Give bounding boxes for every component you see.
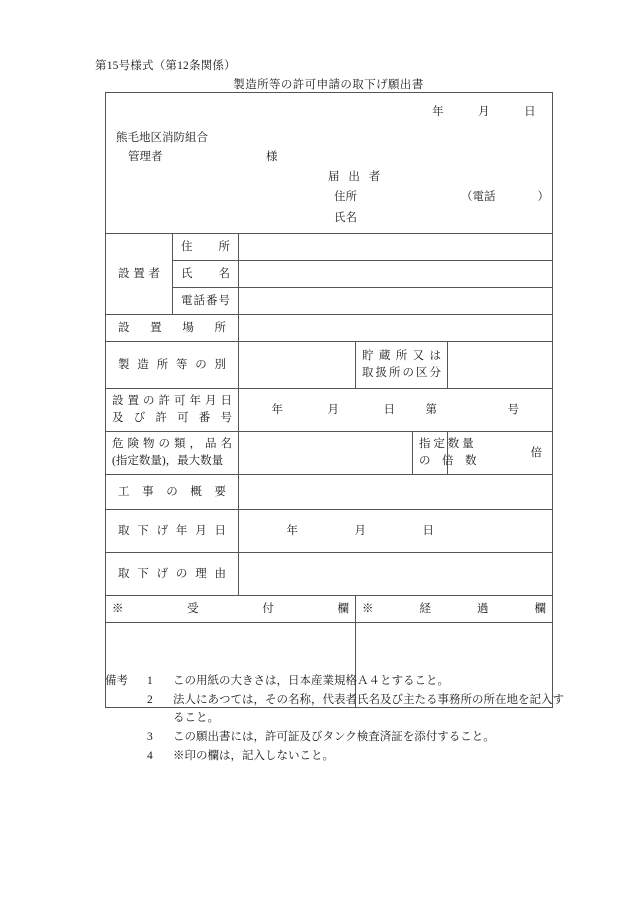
date-day-label: 日 <box>524 106 537 118</box>
withdrawal-reason-value[interactable] <box>239 553 553 596</box>
facility-type-label-cell <box>106 342 239 389</box>
header-block-cell <box>106 93 553 234</box>
installer-address-value[interactable] <box>239 234 553 261</box>
permit-date-number-blanks <box>239 402 552 419</box>
submitter-label: 届 出 者 <box>328 171 384 183</box>
facility-type-label: 製 造 所 等 の 別 <box>118 358 226 371</box>
installer-label-cell <box>106 234 173 315</box>
date-month-label: 月 <box>478 106 491 118</box>
receipt-column-header-cell <box>106 596 356 623</box>
installer-telephone-row <box>106 288 553 315</box>
permit-value-cell[interactable] <box>239 389 553 432</box>
installer-address-label-cell <box>173 234 239 261</box>
withdrawal-month-label: 月 <box>354 524 367 537</box>
installer-telephone-label: 電話番号 <box>181 294 230 307</box>
header-block-row <box>106 93 553 234</box>
facility-type-row <box>106 342 553 389</box>
progress-column-header: ※ 経 過 欄 <box>362 602 547 615</box>
telephone-close-paren: ） <box>537 191 549 203</box>
permit-label-line1: 設置の許可年月日 <box>112 395 232 408</box>
submitter-telephone-field <box>461 189 549 206</box>
date-year-label: 年 <box>432 106 445 118</box>
withdrawal-reason-label-cell <box>106 553 239 596</box>
withdrawal-day-label: 日 <box>422 524 435 537</box>
permit-number-suffix: 号 <box>507 403 520 416</box>
designated-quantity-label-line1: 指 定 数 量 <box>419 438 474 451</box>
construction-outline-label: 工 事 の 概 要 <box>118 485 226 498</box>
remarks-item-number: 3 <box>147 730 153 743</box>
permit-year-label: 年 <box>271 403 284 416</box>
construction-outline-row <box>106 475 553 510</box>
progress-column-header-cell <box>356 596 553 623</box>
installer-telephone-label-cell <box>173 288 239 315</box>
install-location-label-cell <box>106 315 239 342</box>
withdrawal-date-blanks <box>239 523 552 540</box>
remarks-item <box>105 691 575 710</box>
installer-label: 設 置 者 <box>118 267 160 280</box>
submitter-name-label: 氏名 <box>334 212 357 224</box>
installer-address-row <box>106 234 553 261</box>
withdrawal-reason-label: 取 下 げ の 理 由 <box>118 567 226 580</box>
remarks-item-number: 2 <box>147 693 153 706</box>
installer-name-label-cell <box>173 261 239 288</box>
construction-outline-label-cell <box>106 475 239 510</box>
remarks-item-number: 4 <box>147 749 153 762</box>
submitter-address-label: 住所 <box>334 191 357 203</box>
install-location-label: 設 置 場 所 <box>118 321 226 334</box>
permit-label-line2: 及 び 許 可 番 号 <box>112 412 232 424</box>
form-number: 第15号様式（第12条関係） <box>95 60 236 72</box>
storage-classification-label-cell <box>356 342 448 389</box>
withdrawal-reason-row <box>106 553 553 596</box>
addressee-administrator: 管理者 <box>128 151 163 163</box>
permit-number-prefix: 第 <box>425 403 438 416</box>
permit-date-number-row <box>106 389 553 432</box>
remarks-item <box>105 728 575 747</box>
designated-quantity-multiple-label-cell <box>413 432 477 475</box>
remarks-item-text: ※印の欄は，記入しないこと。 <box>173 749 334 762</box>
remarks-section <box>105 672 575 765</box>
document-title: 製造所等の許可申請の取下げ願出書 <box>233 79 424 91</box>
permit-month-label: 月 <box>327 403 340 416</box>
withdrawal-date-value-cell[interactable] <box>239 510 553 553</box>
storage-classification-label-line2: 取扱所の区分 <box>362 367 441 379</box>
remarks-item-text: この用紙の大きさは，日本産業規格Ａ４とすること。 <box>173 675 449 687</box>
remarks-item-continuation: ること。 <box>173 712 219 725</box>
designated-quantity-label-line2: の 倍 数 <box>419 455 477 467</box>
construction-outline-value[interactable] <box>239 475 553 510</box>
installer-address-label: 住 所 <box>181 240 230 253</box>
permit-label-cell <box>106 389 239 432</box>
hazmat-row <box>106 432 553 475</box>
withdrawal-date-label: 取 下 げ 年 月 日 <box>118 524 226 537</box>
remarks-item <box>105 672 575 691</box>
installer-name-value[interactable] <box>239 261 553 288</box>
remarks-item <box>105 747 575 766</box>
withdrawal-year-label: 年 <box>286 524 299 537</box>
withdrawal-date-row <box>106 510 553 553</box>
remarks-label: 備考 <box>105 675 128 687</box>
withdrawal-date-label-cell <box>106 510 239 553</box>
remarks-item-number: 1 <box>147 675 153 687</box>
addressee-organization: 熊毛地区消防組合 <box>116 132 208 144</box>
official-use-header-row <box>106 596 553 623</box>
remarks-item-text: 法人にあつては，その名称，代表者氏名及び主たる事務所の所在地を記入す <box>173 693 564 706</box>
addressee-honorific: 様 <box>266 151 278 163</box>
multiple-unit-label: 倍 <box>530 446 543 459</box>
installer-name-label: 氏 名 <box>181 267 230 280</box>
application-form-table <box>105 92 553 708</box>
permit-day-label: 日 <box>383 403 396 416</box>
telephone-label: （電話 <box>461 191 496 203</box>
installer-telephone-value[interactable] <box>239 288 553 315</box>
hazmat-label-line2: (指定数量)，最大数量 <box>112 455 224 467</box>
hazmat-label-line1: 危険物の類，品名 <box>112 438 232 451</box>
storage-classification-value[interactable] <box>448 342 553 389</box>
receipt-column-header: ※ 受 付 欄 <box>112 602 349 615</box>
hazmat-label-cell <box>106 432 239 475</box>
install-location-row <box>106 315 553 342</box>
facility-type-value[interactable] <box>239 342 356 389</box>
hazmat-value[interactable] <box>239 432 413 475</box>
submission-date-line <box>432 104 536 121</box>
storage-classification-label-line1: 貯 蔵 所 又 は <box>362 350 441 363</box>
install-location-value[interactable] <box>239 315 553 342</box>
remarks-item-text: この願出書には，許可証及びタンク検査済証を添付すること。 <box>173 730 495 743</box>
installer-name-row <box>106 261 553 288</box>
